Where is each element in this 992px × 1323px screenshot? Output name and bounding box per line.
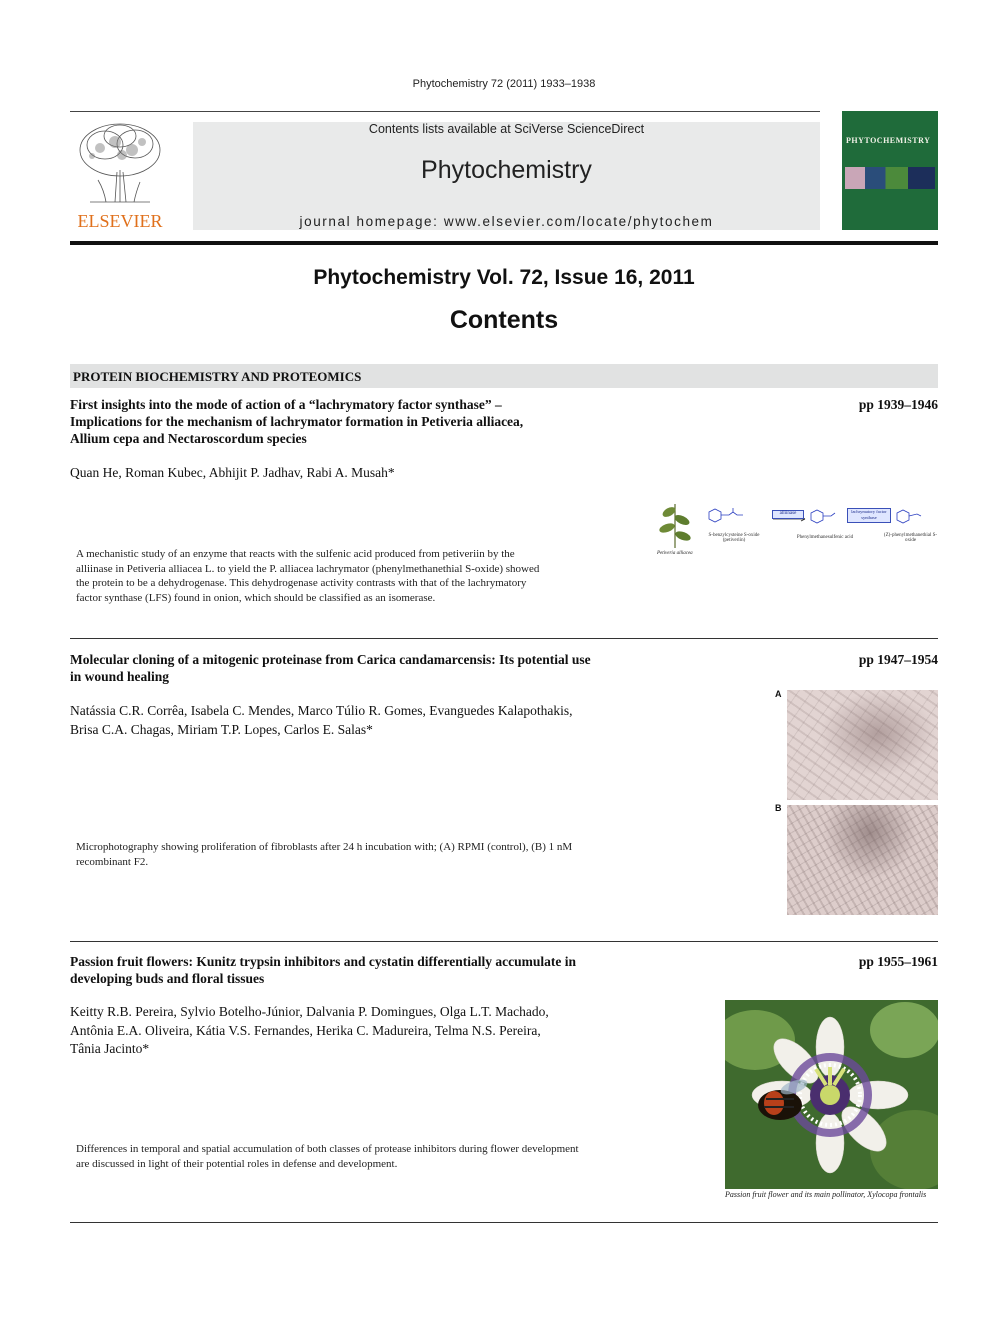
title-line: in wound healing (70, 669, 170, 684)
contents-available-text: Contents lists available at SciVerse ScienceDirect (368, 122, 645, 136)
abstract-line: recombinant F2. (76, 855, 149, 868)
issue-title: Phytochemistry Vol. 72, Issue 16, 2011 (313, 266, 695, 289)
authors-line: Brisa C.A. Chagas, Miriam T.P. Lopes, Carlos E. Salas* (70, 721, 373, 737)
abstract-line: alliinase in Petiveria alliacea L. to yield the P. alliacea lachrymator (phenylmethanethial S-oxide) showed (76, 562, 540, 575)
title-line: Passion fruit flowers: Kunitz trypsin inhibitors and cystatin differentially accumulate in (70, 954, 577, 969)
passion-flower-photo (725, 1000, 938, 1189)
micrograph-a (787, 690, 938, 800)
flower-image (725, 1000, 938, 1189)
article-pages: pp 1947–1954 (858, 652, 938, 667)
plant-label: Petiveria alliacea (657, 551, 693, 556)
contents-heading: Contents (449, 306, 559, 334)
authors-line: Quan He, Roman Kubec, Abhijit P. Jadhav, Rabi A. Musah* (70, 465, 395, 480)
panel-label-b: B (775, 803, 782, 813)
title-line: Implications for the mechanism of lachrymator formation in Petiveria alliacea, (70, 414, 524, 429)
abstract-line: Microphotography showing proliferation of fibroblasts after 24 h incubation with; (A) RPMI (control), (B) 1 nM (76, 841, 573, 853)
title-line: Allium cepa and Nectaroscordum species (70, 431, 307, 446)
masthead-rule (70, 241, 938, 245)
authors-line: Keitty R.B. Pereira, Sylvio Botelho-Júnior, Dalvania P. Domingues, Olga L.T. Machado, (70, 1004, 549, 1019)
running-head: Phytochemistry 72 (2011) 1933–1938 (412, 78, 596, 90)
abstract-line: Differences in temporal and spatial accumulation of both classes of protease inhibitors during flower development (76, 1143, 579, 1155)
micrograph-b (787, 805, 938, 915)
authors-line: Natássia C.R. Corrêa, Isabela C. Mendes, Marco Túlio R. Gomes, Evanguedes Kalapothakis, (70, 703, 573, 718)
section-label: PROTEIN BIOCHEMISTRY AND PROTEOMICS (73, 369, 362, 384)
abstract-line: the protein to be a dehydrogenase. This dehydrogenase activity contrasts with that of the lachrymatory (76, 577, 527, 589)
article-title[interactable] (70, 396, 770, 447)
tree-icon (70, 120, 170, 212)
enzyme-label: alliinase (772, 510, 804, 519)
elsevier-logo (70, 120, 170, 232)
article-authors (70, 464, 690, 483)
title-line: developing buds and floral tissues (70, 971, 265, 986)
cover-image (845, 167, 935, 189)
title-line: First insights into the mode of action of a “lachrymatory factor synthase” – (70, 397, 502, 412)
authors-line: Tânia Jacinto* (70, 1041, 150, 1056)
reaction-scheme (701, 506, 937, 532)
journal-cover (842, 111, 938, 230)
compound-label: S-benzylcysteine S-oxide (petiveriin) (708, 533, 760, 543)
article-abstract (76, 840, 676, 869)
compound-label: (Z)-phenylmethanethial S-oxide (883, 533, 938, 543)
cover-title: PHYTOCHEMISTRY (846, 136, 931, 145)
article-separator (70, 941, 938, 942)
abstract-line: are discussed in light of their potential roles in defense and development. (76, 1157, 398, 1170)
enzyme-label: lachrymatory factor synthase (847, 508, 891, 523)
image-caption: Passion fruit flower and its main pollinator, Xylocopa frontalis (725, 1190, 927, 1199)
plant-icon (655, 500, 695, 550)
journal-homepage: journal homepage: www.elsevier.com/locate/phytochem (299, 214, 714, 229)
article-authors (70, 1003, 690, 1059)
graphical-abstract (655, 500, 938, 562)
publisher-logo-text: ELSEVIER (77, 211, 163, 231)
article-title[interactable] (70, 651, 770, 685)
title-line: Molecular cloning of a mitogenic proteinase from Carica candamarcensis: Its potential use (70, 652, 591, 667)
header-rule (70, 111, 820, 112)
compound-label: Phenylmethanesulfenic acid (796, 535, 854, 540)
article-title[interactable] (70, 953, 770, 987)
article-separator (70, 638, 938, 639)
article-abstract (76, 1142, 676, 1171)
abstract-line: factor synthase (LFS) found in onion, which should be classified as an isomerase. (76, 591, 436, 604)
authors-line: Antônia E.A. Oliveira, Kátia V.S. Fernandes, Herika C. Madureira, Telma N.S. Pereira, (70, 1022, 541, 1038)
article-pages: pp 1939–1946 (858, 397, 938, 412)
section-header (70, 364, 938, 388)
abstract-line: A mechanistic study of an enzyme that reacts with the sulfenic acid produced from petiveriin by the (76, 548, 515, 560)
article-authors (70, 702, 690, 739)
panel-label-a: A (775, 689, 782, 699)
article-separator (70, 1222, 938, 1223)
article-pages: pp 1955–1961 (858, 954, 938, 969)
journal-name: Phytochemistry (421, 156, 592, 184)
journal-masthead (193, 122, 820, 230)
article-abstract (76, 547, 636, 605)
